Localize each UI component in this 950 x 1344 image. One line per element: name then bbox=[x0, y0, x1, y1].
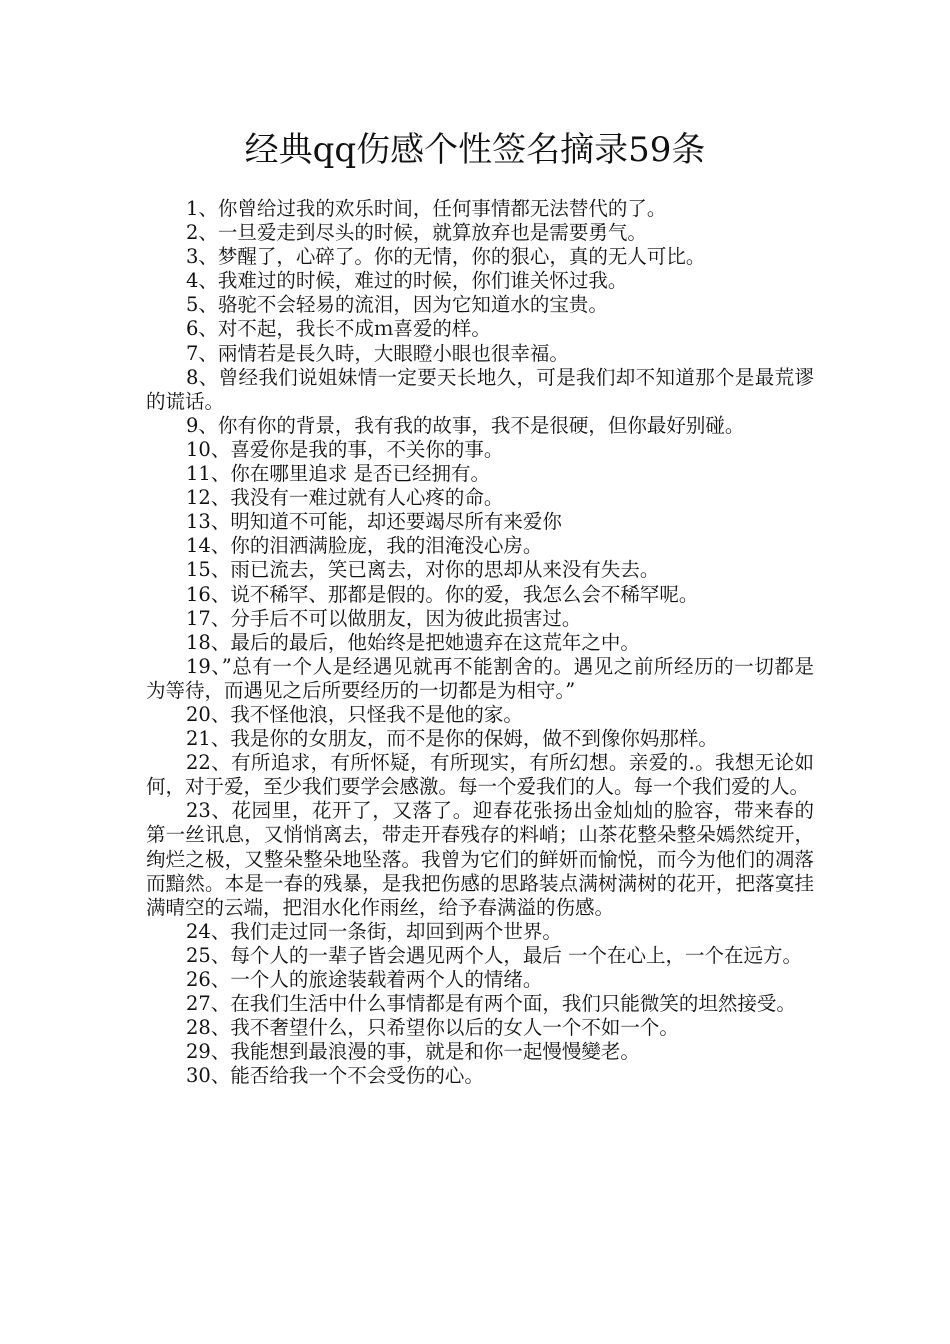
paragraph-28: 28、我不奢望什么，只希望你以后的女人一个不如一个。 bbox=[186, 1016, 679, 1040]
paragraph-30: 30、能否给我一个不会受伤的心。 bbox=[186, 1064, 484, 1088]
paragraph-9: 9、你有你的背景，我有我的故事，我不是很硬，但你最好别碰。 bbox=[186, 413, 745, 437]
paragraph-18: 18、最后的最后，他始终是把她遗弃在这荒年之中。 bbox=[186, 630, 640, 654]
paragraph-19: 19、”总有一个人是经遇见就再不能割舍的。遇见之前所经历的一切都是为等待，而遇见之后所要经历的一切都是为相守。” bbox=[146, 654, 814, 702]
paragraph-21: 21、我是你的女朋友，而不是你的保姆，做不到像你妈那样。 bbox=[186, 727, 718, 751]
paragraph-20: 20、我不怪他浪，只怪我不是他的家。 bbox=[186, 702, 523, 726]
paragraph-11: 11、你在哪里追求 是否已经拥有。 bbox=[186, 462, 491, 486]
paragraph-29: 29、我能想到最浪漫的事，就是和你一起慢慢變老。 bbox=[186, 1040, 640, 1064]
paragraph-6: 6、对不起，我长不成ｍ喜爱的样。 bbox=[186, 317, 491, 341]
paragraph-2: 2、一旦爱走到尽头的时候，就算放弃也是需要勇气。 bbox=[186, 221, 647, 245]
paragraph-5: 5、骆驼不会轻易的流泪，因为它知道水的宝贵。 bbox=[186, 293, 608, 317]
paragraph-25: 25、每个人的一辈子皆会遇见两个人，最后 一个在心上，一个在远方。 bbox=[186, 943, 803, 967]
paragraph-10: 10、喜爱你是我的事，不关你的事。 bbox=[186, 437, 504, 461]
document-body bbox=[146, 197, 814, 1088]
paragraph-1: 1、你曾给过我的欢乐时间，任何事情都无法替代的了。 bbox=[186, 197, 667, 220]
paragraph-15: 15、雨已流去，笑已离去，对你的思却从来没有失去。 bbox=[186, 558, 660, 582]
paragraph-12: 12、我没有一难过就有人心疼的命。 bbox=[186, 486, 504, 510]
paragraph-17: 17、分手后不可以做朋友，因为彼此损害过。 bbox=[186, 606, 582, 630]
paragraph-7: 7、兩情若是長久時，大眼瞪小眼也很幸福。 bbox=[186, 341, 569, 365]
paragraph-16: 16、说不稀罕、那都是假的。你的爱，我怎么会不稀罕呢。 bbox=[186, 582, 699, 606]
paragraph-26: 26、一个人的旅途装载着两个人的情绪。 bbox=[186, 968, 543, 991]
paragraph-3: 3、梦醒了，心碎了。你的无情，你的狠心，真的无人可比。 bbox=[186, 245, 706, 269]
document-title: 经典qq伤感个性签名摘录59条 bbox=[244, 130, 706, 170]
paragraph-27: 27、在我们生活中什么事情都是有两个面，我们只能微笑的坦然接受。 bbox=[186, 992, 796, 1016]
paragraph-13: 13、明知道不可能，却还要竭尽所有来爱你 bbox=[186, 510, 562, 534]
paragraph-22: 22、有所追求，有所怀疑，有所现实，有所幻想。亲爱的.。我想无论如何，对于爱，至少我们要学会感激。每一个爱我们的人。每一个我们爱的人。 bbox=[146, 751, 814, 799]
paragraph-4: 4、我难过的时候，难过的时候，你们谁关怀过我。 bbox=[186, 269, 628, 293]
paragraph-24: 24、我们走过同一条街，却回到两个世界。 bbox=[186, 919, 562, 943]
paragraph-8: 8、曾经我们说姐妹情一定要天长地久，可是我们却不知道那个是最荒谬的谎话。 bbox=[146, 365, 814, 413]
paragraph-14: 14、你的泪洒满脸庞，我的泪淹没心房。 bbox=[186, 534, 543, 558]
paragraph-23: 23、花园里，花开了，又落了。迎春花张扬出金灿灿的脸容，带来春的第一丝讯息，又悄悄离去，带走开春残存的料峭；山茶花整朵整朵嫣然绽开，绚烂之极，又整朵整朵地坠落。我曾为它们的鲜妍而愉悦，而今为他们的凋落而黯然。本是一春的残暴，是我把伤感的思路装点满树满树的花开，把落寞挂满晴空的云端，把泪水化作雨丝，给予春满溢的伤感。 bbox=[146, 799, 814, 919]
